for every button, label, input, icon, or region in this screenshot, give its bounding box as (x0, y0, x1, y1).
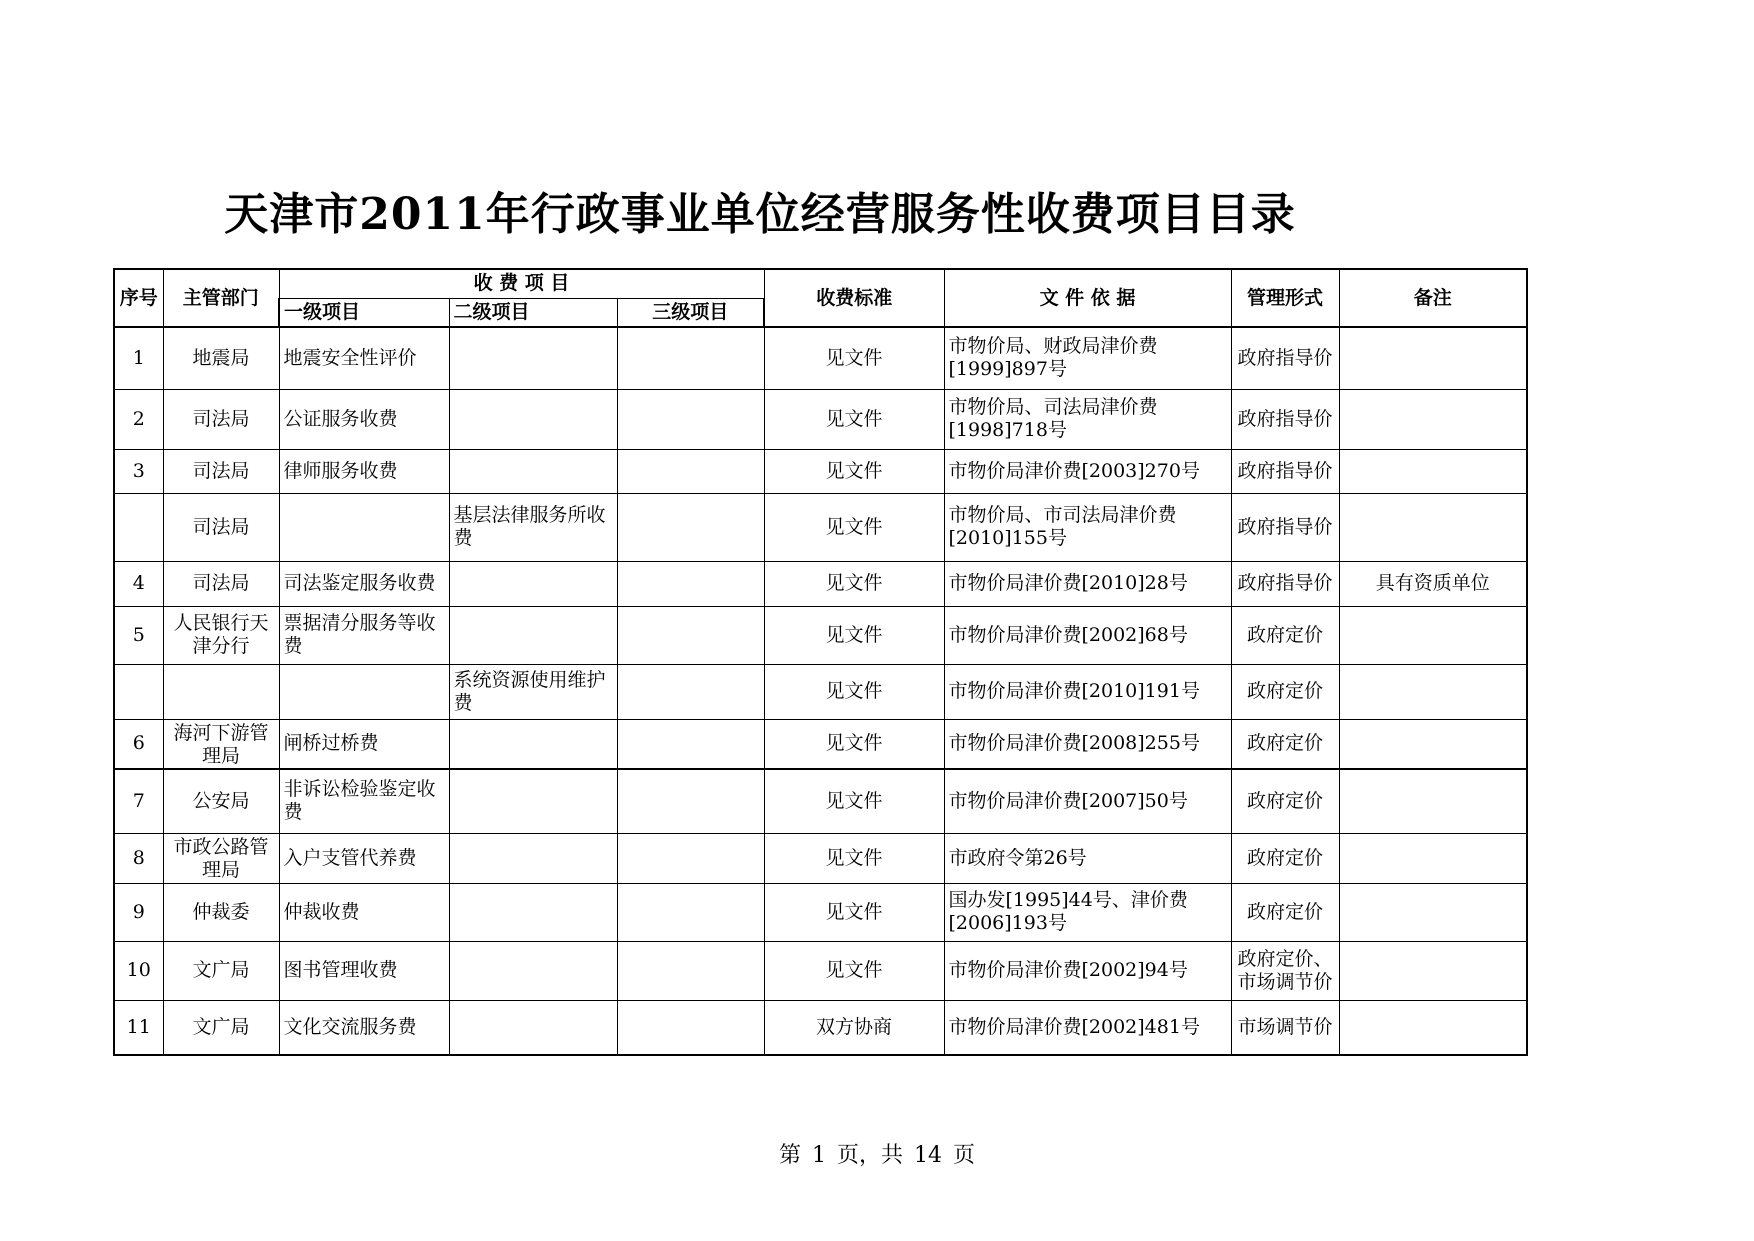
cell-level1 (279, 606, 449, 664)
cell-basis (944, 883, 1231, 941)
cell-seq (114, 561, 163, 606)
page-title: 天津市2011年行政事业单位经营服务性收费项目目录 (224, 189, 1296, 240)
cell-level2 (449, 664, 617, 719)
cell-seq (114, 327, 163, 389)
cell-dept-text: 地震局 (192, 346, 250, 369)
cell-standard-text: 见文件 (825, 623, 883, 646)
cell-management (1231, 561, 1339, 606)
header-dept: 主管部门 (163, 269, 279, 327)
cell-basis (944, 833, 1231, 883)
cell-management (1231, 769, 1339, 833)
cell-remarks (1339, 449, 1527, 493)
cell-level1 (279, 327, 449, 389)
cell-level1 (279, 769, 449, 833)
cell-management-text: 市场调节价 (1237, 1015, 1333, 1038)
table-row (114, 493, 1527, 561)
cell-level1-text: 文化交流服务费 (283, 1015, 417, 1038)
cell-level1-text: 闸桥过桥费 (283, 732, 379, 755)
cell-remarks (1339, 769, 1527, 833)
cell-management-text: 政府定价 (1246, 846, 1323, 869)
cell-standard-text: 见文件 (825, 572, 883, 594)
cell-remarks (1339, 1000, 1527, 1055)
cell-dept (163, 606, 279, 664)
table-row (114, 664, 1527, 719)
table-body (114, 327, 1527, 1055)
cell-level2 (449, 389, 617, 449)
cell-remarks (1339, 561, 1527, 606)
cell-dept-text: 司法局 (192, 459, 250, 482)
header-basis: 文 件 依 据 (944, 269, 1231, 327)
cell-dept (163, 493, 279, 561)
cell-basis-text: 市物价局津价费[2007]50号 (948, 789, 1188, 812)
cell-seq (114, 449, 163, 493)
cell-basis (944, 493, 1231, 561)
cell-management (1231, 941, 1339, 1000)
cell-standard (764, 769, 944, 833)
cell-seq (114, 664, 163, 719)
table-row (114, 833, 1527, 883)
cell-basis-text: 市政府令第26号 (948, 846, 1087, 869)
cell-management-text: 政府定价 (1246, 732, 1323, 755)
cell-seq-text: 6 (132, 732, 145, 755)
cell-level2 (449, 719, 617, 769)
cell-level2 (449, 883, 617, 941)
cell-remarks (1339, 941, 1527, 1000)
cell-management (1231, 449, 1339, 493)
cell-standard (764, 606, 944, 664)
cell-standard (764, 493, 944, 561)
cell-remarks (1339, 606, 1527, 664)
cell-management-text: 政府定价、市场调节价 (1237, 947, 1333, 993)
header-remarks: 备注 (1339, 269, 1527, 327)
cell-standard-text: 见文件 (825, 789, 883, 812)
cell-management (1231, 664, 1339, 719)
cell-basis-text: 市物价局津价费[2003]270号 (948, 459, 1200, 482)
cell-level3 (617, 664, 764, 719)
cell-basis (944, 1000, 1231, 1055)
footer-prefix: 第 (778, 1143, 801, 1168)
cell-dept (163, 561, 279, 606)
cell-level2 (449, 449, 617, 493)
cell-management (1231, 1000, 1339, 1055)
cell-basis (944, 719, 1231, 769)
cell-seq-text: 8 (132, 846, 145, 869)
cell-seq-text: 11 (126, 1015, 151, 1038)
cell-basis-text: 市物价局津价费[2002]68号 (948, 623, 1188, 646)
cell-standard-text: 见文件 (825, 459, 883, 482)
cell-level1 (279, 833, 449, 883)
cell-level3 (617, 606, 764, 664)
cell-management-text: 政府定价 (1246, 789, 1323, 812)
cell-standard-text: 见文件 (825, 515, 883, 538)
header-level1: 一级项目 (279, 298, 449, 327)
cell-level1 (279, 664, 449, 719)
cell-management-text: 政府定价 (1246, 623, 1323, 646)
cell-level2 (449, 606, 617, 664)
cell-standard-text: 见文件 (825, 846, 883, 869)
cell-level1 (279, 493, 449, 561)
cell-level2 (449, 833, 617, 883)
cell-level3 (617, 883, 764, 941)
cell-seq-text: 1 (132, 346, 145, 369)
cell-level1 (279, 389, 449, 449)
cell-dept-text: 市政公路管理局 (173, 836, 269, 880)
footer-suffix: 页 (953, 1143, 976, 1168)
footer-page-number: 1 (811, 1143, 826, 1168)
cell-remarks (1339, 493, 1527, 561)
cell-dept (163, 941, 279, 1000)
cell-remarks (1339, 327, 1527, 389)
cell-management-text: 政府定价 (1246, 680, 1323, 702)
cell-remarks (1339, 883, 1527, 941)
cell-standard (764, 719, 944, 769)
cell-dept-text: 文广局 (192, 959, 250, 981)
cell-management (1231, 883, 1339, 941)
cell-level3 (617, 327, 764, 389)
cell-level3 (617, 449, 764, 493)
cell-dept-text: 司法局 (192, 515, 250, 538)
fee-table (113, 268, 1528, 1056)
cell-standard-text: 见文件 (825, 732, 883, 755)
cell-level3 (617, 389, 764, 449)
cell-seq (114, 606, 163, 664)
cell-remarks (1339, 719, 1527, 769)
cell-level2 (449, 941, 617, 1000)
header-seq: 序号 (114, 269, 163, 327)
cell-standard (764, 389, 944, 449)
cell-basis-text: 市物价局津价费[2010]191号 (948, 680, 1200, 702)
cell-standard (764, 1000, 944, 1055)
cell-seq-text: 10 (126, 959, 151, 981)
table-row (114, 327, 1527, 389)
cell-level1 (279, 941, 449, 1000)
cell-standard-text: 见文件 (825, 407, 883, 430)
cell-basis-text: 市物价局、财政局津价费[1999]897号 (948, 335, 1158, 381)
cell-basis-text: 市物价局津价费[2002]481号 (948, 1015, 1200, 1038)
header-level3: 三级项目 (617, 298, 764, 327)
cell-remarks (1339, 664, 1527, 719)
cell-level3 (617, 493, 764, 561)
cell-remarks (1339, 833, 1527, 883)
cell-dept-text: 司法局 (192, 407, 250, 430)
cell-management (1231, 833, 1339, 883)
cell-management (1231, 719, 1339, 769)
cell-basis (944, 449, 1231, 493)
cell-dept-text: 海河下游管理局 (173, 721, 269, 766)
footer-page-total: 14 (914, 1143, 942, 1168)
cell-standard (764, 833, 944, 883)
cell-level2 (449, 561, 617, 606)
cell-basis (944, 606, 1231, 664)
cell-level1 (279, 883, 449, 941)
cell-seq (114, 389, 163, 449)
cell-level2 (449, 327, 617, 389)
cell-seq-text: 5 (132, 623, 145, 646)
cell-basis-text: 市物价局、市司法局津价费[2010]155号 (948, 504, 1177, 549)
cell-basis (944, 327, 1231, 389)
cell-level1-text: 票据清分服务等收费 (283, 612, 436, 657)
cell-dept-text: 公安局 (192, 789, 250, 812)
cell-dept (163, 833, 279, 883)
cell-level3 (617, 769, 764, 833)
cell-basis-text: 市物价局、司法局津价费[1998]718号 (948, 396, 1158, 441)
cell-standard-text: 见文件 (825, 900, 883, 923)
table-header (114, 269, 1527, 327)
cell-dept (163, 1000, 279, 1055)
cell-level1-text: 司法鉴定服务收费 (283, 572, 436, 594)
cell-level1-text: 地震安全性评价 (283, 346, 417, 369)
cell-dept (163, 389, 279, 449)
cell-management-text: 政府定价 (1246, 900, 1323, 923)
cell-level2 (449, 493, 617, 561)
table-row (114, 389, 1527, 449)
cell-level3 (617, 941, 764, 1000)
cell-seq-text: 7 (132, 789, 145, 812)
cell-level1-text: 仲裁收费 (283, 900, 360, 923)
cell-standard-text: 见文件 (825, 680, 883, 702)
cell-seq (114, 883, 163, 941)
cell-level1-text: 图书管理收费 (283, 959, 398, 981)
cell-level1-text: 入户支管代养费 (283, 846, 417, 869)
table-row (114, 561, 1527, 606)
cell-seq-text: 3 (132, 459, 145, 482)
cell-management (1231, 389, 1339, 449)
cell-standard (764, 327, 944, 389)
cell-seq-text: 4 (132, 572, 145, 594)
cell-seq-text: 2 (132, 407, 145, 430)
cell-dept (163, 769, 279, 833)
cell-level1-text: 非诉讼检验鉴定收费 (283, 778, 436, 824)
cell-management (1231, 493, 1339, 561)
table-row (114, 883, 1527, 941)
cell-seq (114, 1000, 163, 1055)
table-row (114, 719, 1527, 769)
cell-management-text: 政府指导价 (1237, 407, 1333, 430)
cell-level1-text: 公证服务收费 (283, 407, 398, 430)
cell-level1 (279, 1000, 449, 1055)
cell-management (1231, 606, 1339, 664)
cell-level3 (617, 719, 764, 769)
cell-dept-text: 人民银行天津分行 (173, 612, 269, 657)
cell-remarks-text: 具有资质单位 (1375, 572, 1490, 594)
cell-level3 (617, 1000, 764, 1055)
cell-management (1231, 327, 1339, 389)
cell-standard-text: 见文件 (825, 959, 883, 981)
cell-management-text: 政府指导价 (1237, 572, 1333, 594)
page-footer (0, 1138, 1754, 1169)
cell-level1 (279, 719, 449, 769)
cell-dept (163, 883, 279, 941)
cell-level2-text: 基层法律服务所收费 (453, 504, 606, 549)
cell-dept (163, 449, 279, 493)
header-management: 管理形式 (1231, 269, 1339, 327)
cell-basis-text: 市物价局津价费[2002]94号 (948, 959, 1188, 981)
cell-seq (114, 769, 163, 833)
cell-basis (944, 664, 1231, 719)
cell-basis-text: 市物价局津价费[2008]255号 (948, 732, 1200, 755)
cell-dept (163, 664, 279, 719)
cell-dept (163, 327, 279, 389)
cell-seq (114, 941, 163, 1000)
cell-standard (764, 449, 944, 493)
cell-level3 (617, 833, 764, 883)
cell-level1-text: 律师服务收费 (283, 459, 398, 482)
header-items-group: 收 费 项 目 (279, 269, 764, 298)
cell-level2-text: 系统资源使用维护费 (453, 668, 606, 714)
cell-level3 (617, 561, 764, 606)
cell-level2 (449, 769, 617, 833)
table-row (114, 941, 1527, 1000)
cell-dept-text: 仲裁委 (192, 900, 250, 923)
table-row (114, 769, 1527, 833)
cell-level1 (279, 561, 449, 606)
header-level2: 二级项目 (449, 298, 617, 327)
cell-standard-text: 双方协商 (815, 1015, 892, 1038)
cell-basis (944, 769, 1231, 833)
table-row (114, 449, 1527, 493)
cell-seq (114, 493, 163, 561)
cell-basis (944, 941, 1231, 1000)
cell-basis-text: 市物价局津价费[2010]28号 (948, 572, 1188, 594)
cell-remarks (1339, 389, 1527, 449)
cell-dept (163, 719, 279, 769)
cell-dept-text: 文广局 (192, 1015, 250, 1038)
cell-standard (764, 664, 944, 719)
table-row (114, 606, 1527, 664)
header-standard: 收费标准 (764, 269, 944, 327)
cell-standard (764, 883, 944, 941)
cell-standard (764, 561, 944, 606)
footer-middle: 页，共 (836, 1143, 903, 1168)
table-row (114, 1000, 1527, 1055)
cell-basis (944, 389, 1231, 449)
cell-basis (944, 561, 1231, 606)
cell-dept-text: 司法局 (192, 572, 250, 594)
cell-level1 (279, 449, 449, 493)
cell-standard (764, 941, 944, 1000)
cell-management-text: 政府指导价 (1237, 346, 1333, 369)
cell-management-text: 政府指导价 (1237, 515, 1333, 538)
cell-level2 (449, 1000, 617, 1055)
cell-standard-text: 见文件 (825, 346, 883, 369)
cell-seq (114, 833, 163, 883)
cell-basis-text: 国办发[1995]44号、津价费[2006]193号 (948, 889, 1188, 934)
cell-seq-text: 9 (132, 900, 145, 923)
cell-seq (114, 719, 163, 769)
cell-management-text: 政府指导价 (1237, 459, 1333, 482)
